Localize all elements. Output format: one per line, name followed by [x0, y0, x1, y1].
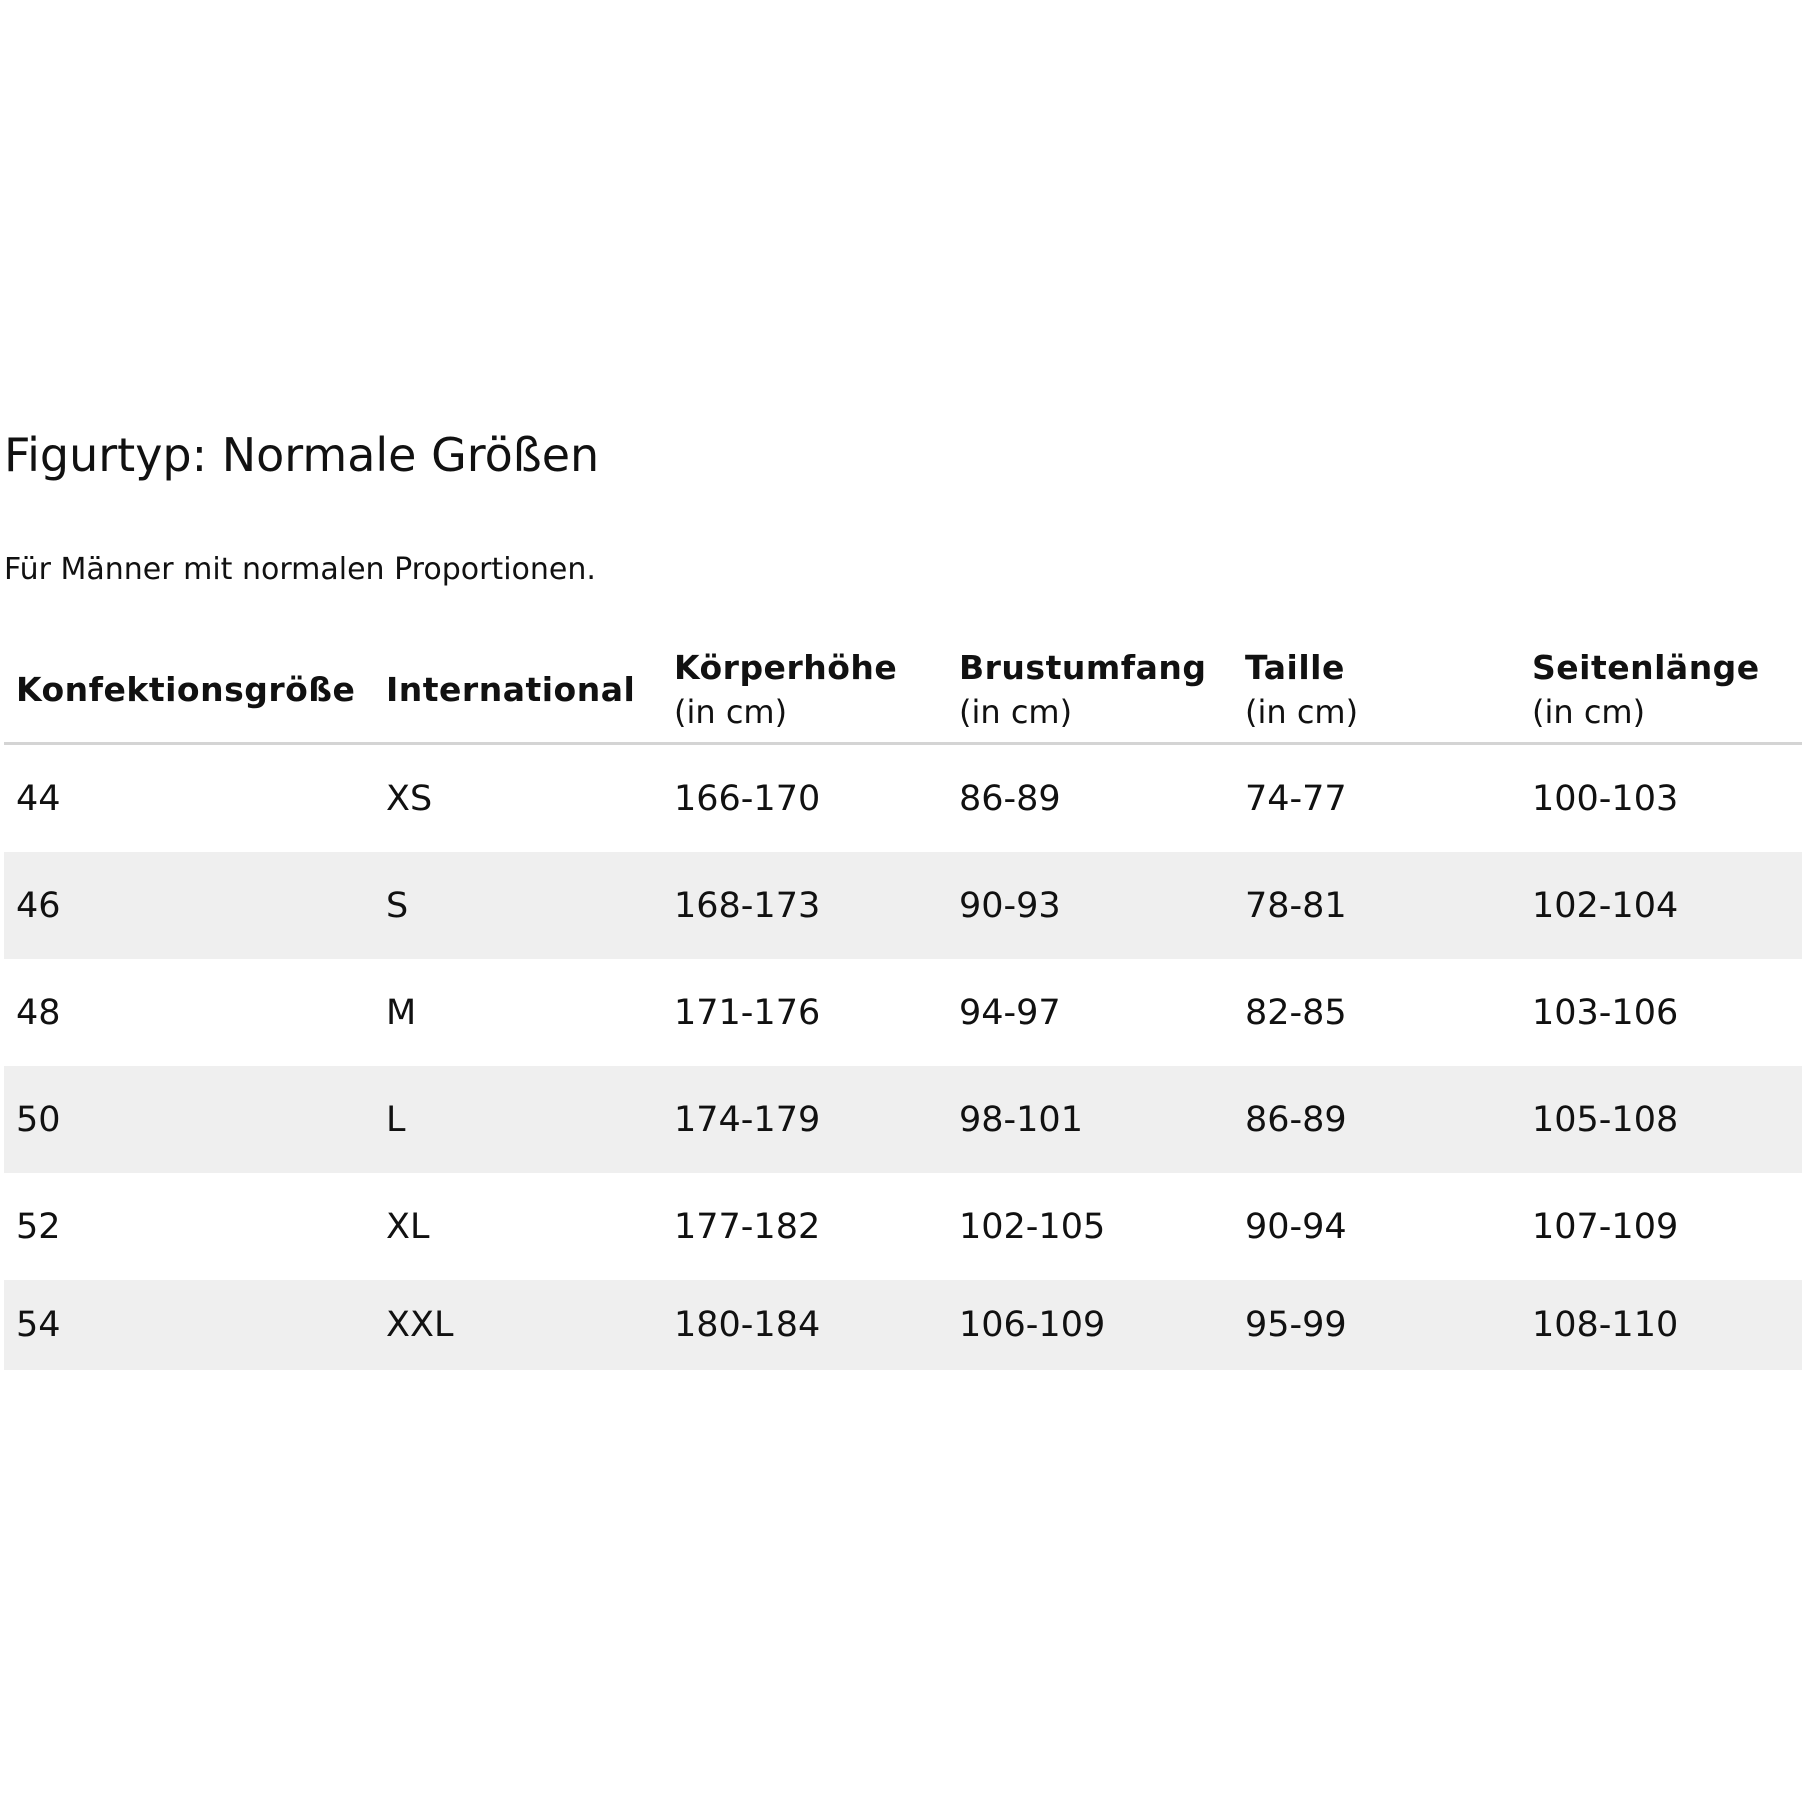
cell-konfektionsgroesse: 52 [16, 1206, 61, 1247]
cell-konfektionsgroesse: 50 [4, 1066, 374, 1173]
cell-koerperhoehe: 168-173 [662, 852, 947, 959]
header-unit: (in cm) [1532, 693, 1646, 731]
cell-taille: 86-89 [1233, 1066, 1520, 1173]
header-seitenlaenge [1520, 638, 1802, 744]
cell-konfektionsgroesse: 54 [4, 1280, 374, 1370]
cell-brustumfang: 98-101 [947, 1066, 1233, 1173]
header-brustumfang [947, 638, 1233, 744]
cell-konfektionsgroesse: 46 [4, 852, 374, 959]
table-row [4, 1280, 1802, 1370]
header-label: Seitenlänge [1532, 648, 1760, 687]
table-row [4, 852, 1802, 959]
cell-taille: 90-94 [1245, 1206, 1347, 1247]
page-subtitle: Für Männer mit normalen Proportionen. [4, 552, 596, 587]
table-row [4, 959, 1802, 1066]
header-label: Konfektionsgröße [16, 670, 356, 709]
size-guide [4, 420, 1802, 1345]
cell-brustumfang: 90-93 [947, 852, 1233, 959]
header-label: International [386, 670, 636, 709]
cell-taille: 78-81 [1233, 852, 1520, 959]
cell-seitenlaenge: 100-103 [1532, 778, 1679, 819]
table-row [4, 1173, 1802, 1280]
cell-brustumfang: 86-89 [959, 778, 1061, 819]
cell-brustumfang: 102-105 [959, 1206, 1106, 1247]
header-label: Körperhöhe [674, 648, 898, 687]
cell-konfektionsgroesse: 48 [16, 992, 61, 1033]
cell-international: M [386, 992, 417, 1033]
header-unit: (in cm) [1245, 693, 1359, 731]
header-international [374, 638, 662, 744]
cell-international: L [374, 1066, 662, 1173]
cell-taille: 74-77 [1245, 778, 1347, 819]
cell-konfektionsgroesse: 44 [16, 778, 61, 819]
header-taille [1233, 638, 1520, 744]
cell-koerperhoehe: 171-176 [674, 992, 821, 1033]
cell-koerperhoehe: 180-184 [662, 1280, 947, 1370]
header-konfektionsgroesse [4, 638, 374, 744]
cell-seitenlaenge: 107-109 [1532, 1206, 1679, 1247]
cell-brustumfang: 106-109 [947, 1280, 1233, 1370]
cell-seitenlaenge: 108-110 [1520, 1280, 1802, 1370]
header-unit: (in cm) [959, 693, 1073, 731]
table-row [4, 744, 1802, 853]
cell-brustumfang: 94-97 [959, 992, 1061, 1033]
cell-seitenlaenge: 105-108 [1520, 1066, 1802, 1173]
cell-international: XS [386, 778, 433, 819]
cell-seitenlaenge: 102-104 [1520, 852, 1802, 959]
table-header-row [4, 638, 1802, 744]
size-table [4, 638, 1802, 1370]
cell-seitenlaenge: 103-106 [1532, 992, 1679, 1033]
cell-koerperhoehe: 166-170 [674, 778, 821, 819]
cell-international: XL [386, 1206, 430, 1247]
header-koerperhoehe [662, 638, 947, 744]
header-unit: (in cm) [674, 693, 788, 731]
cell-taille: 95-99 [1233, 1280, 1520, 1370]
cell-international: XXL [374, 1280, 662, 1370]
cell-koerperhoehe: 177-182 [674, 1206, 821, 1247]
header-label: Taille [1245, 648, 1345, 687]
cell-taille: 82-85 [1245, 992, 1347, 1033]
cell-koerperhoehe: 174-179 [662, 1066, 947, 1173]
page-title: Figurtyp: Normale Größen [4, 428, 600, 482]
header-label: Brustumfang [959, 648, 1207, 687]
cell-international: S [374, 852, 662, 959]
table-row [4, 1066, 1802, 1173]
